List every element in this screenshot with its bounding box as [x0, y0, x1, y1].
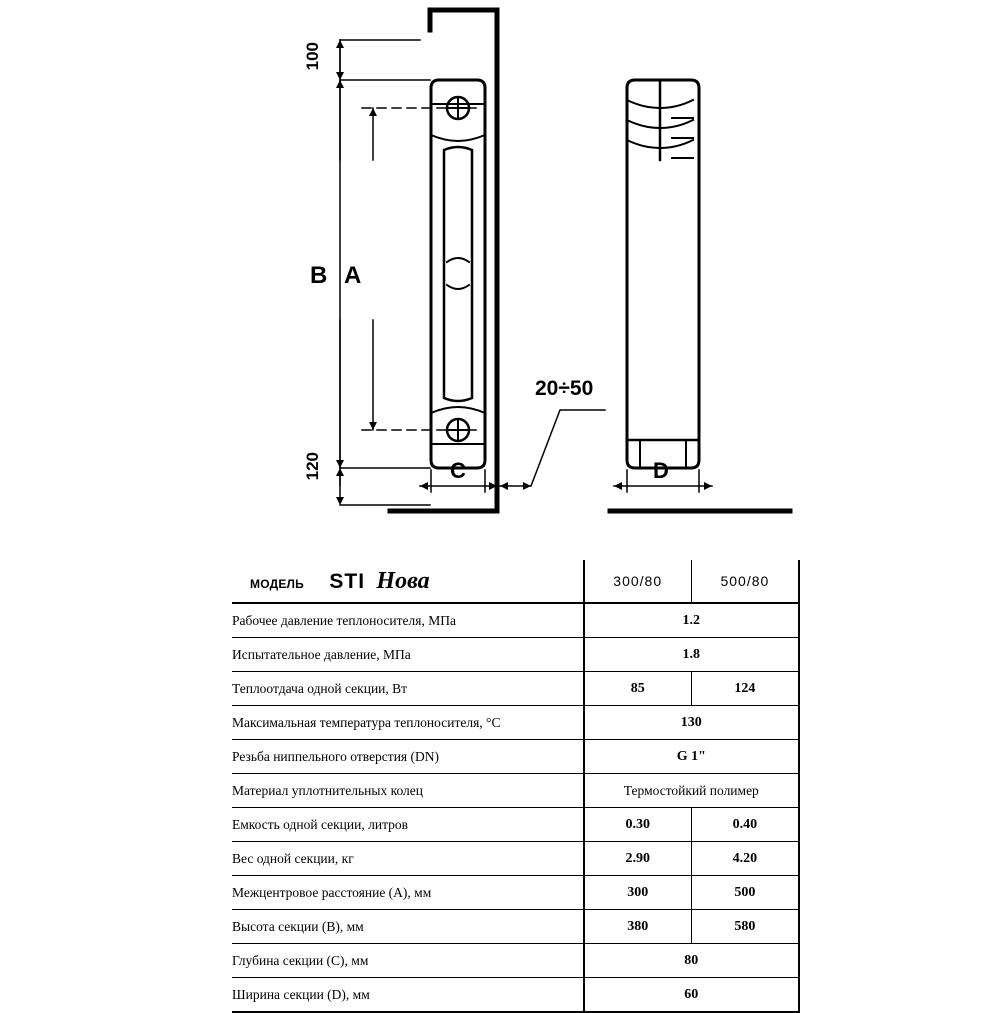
row-label: Резьба ниппельного отверстия (DN)	[232, 740, 584, 774]
specifications-table	[232, 560, 800, 1013]
table-row	[232, 842, 799, 876]
row-label: Вес одной секции, кг	[232, 842, 584, 876]
row-value-300: 300	[584, 876, 692, 910]
row-value-300: 0.30	[584, 808, 692, 842]
row-label: Емкость одной секции, литров	[232, 808, 584, 842]
row-value-500: 580	[691, 910, 799, 944]
radiator-side-view	[610, 80, 790, 511]
table-row	[232, 603, 799, 638]
table-row	[232, 876, 799, 910]
table-row	[232, 638, 799, 672]
row-label: Испытательное давление, МПа	[232, 638, 584, 672]
row-value-both: 60	[584, 978, 799, 1013]
row-label: Рабочее давление теплоносителя, МПа	[232, 603, 584, 638]
row-value-500: 0.40	[691, 808, 799, 842]
series-name: Нова	[376, 567, 430, 594]
row-label: Материал уплотнительных колец	[232, 774, 584, 808]
table-row	[232, 808, 799, 842]
row-value-both: 1.8	[584, 638, 799, 672]
dim-label-section-depth: C	[450, 458, 466, 483]
header-column-500: 500/80	[691, 560, 799, 603]
row-value-both: 80	[584, 944, 799, 978]
table-row	[232, 978, 799, 1013]
row-value-500: 500	[691, 876, 799, 910]
dim-label-section-height: B	[310, 262, 328, 289]
row-label: Глубина секции (С), мм	[232, 944, 584, 978]
row-value-both: 1.2	[584, 603, 799, 638]
dim-label-bottom-offset: 120	[303, 452, 322, 481]
table-row	[232, 774, 799, 808]
dim-label-section-width: D	[653, 458, 669, 483]
row-label: Теплоотдача одной секции, Вт	[232, 672, 584, 706]
dim-label-top-offset: 100	[303, 42, 322, 71]
header-column-300: 300/80	[584, 560, 692, 603]
row-label: Максимальная температура теплоносителя, °C	[232, 706, 584, 740]
row-value-500: 4.20	[691, 842, 799, 876]
dim-label-center-distance: A	[344, 262, 362, 289]
table-row	[232, 740, 799, 774]
row-value-300: 85	[584, 672, 692, 706]
table-row	[232, 672, 799, 706]
row-value-500: 124	[691, 672, 799, 706]
model-label: МОДЕЛЬ	[250, 576, 304, 591]
row-value-300: 2.90	[584, 842, 692, 876]
row-label: Межцентровое расстояние (А), мм	[232, 876, 584, 910]
radiator-front-view	[431, 80, 485, 468]
brand-name: STI	[329, 569, 366, 593]
row-value-both: Термостойкий полимер	[584, 774, 799, 808]
row-label: Ширина секции (D), мм	[232, 978, 584, 1013]
table-row	[232, 944, 799, 978]
table-header-row	[232, 560, 799, 603]
dim-label-wall-gap: 20÷50	[535, 377, 594, 400]
table-row	[232, 910, 799, 944]
row-value-both: G 1"	[584, 740, 799, 774]
row-label: Высота секции (В), мм	[232, 910, 584, 944]
row-value-both: 130	[584, 706, 799, 740]
row-value-300: 380	[584, 910, 692, 944]
header-model-cell	[232, 560, 584, 603]
dimension-lines	[336, 40, 712, 505]
table-row	[232, 706, 799, 740]
